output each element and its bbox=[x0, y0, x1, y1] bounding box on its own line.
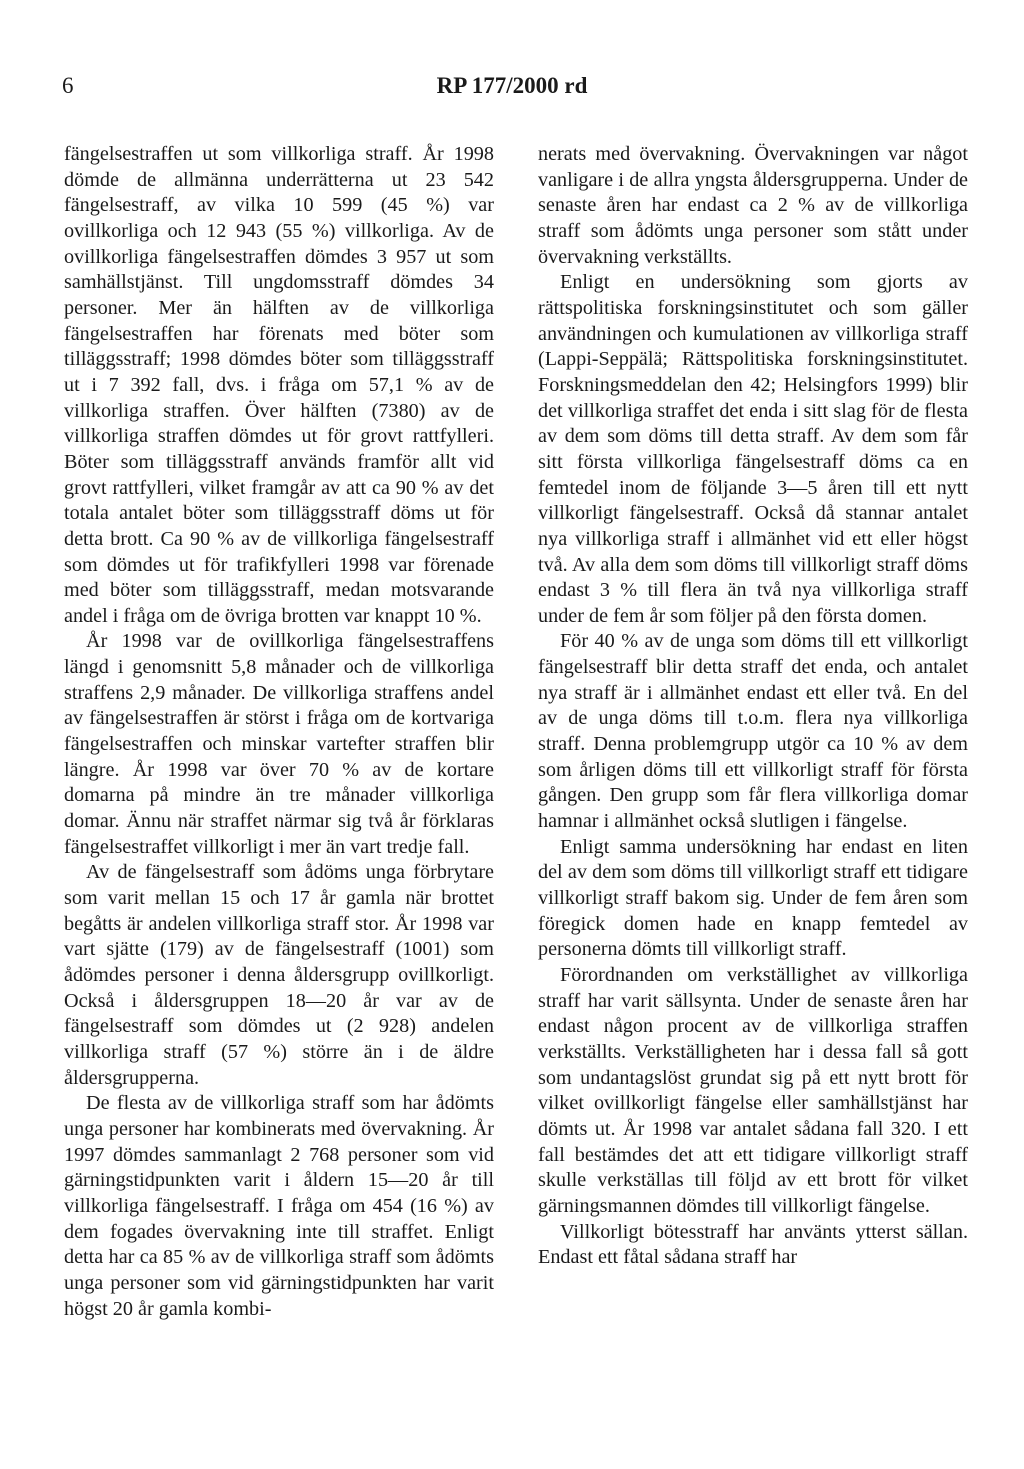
paragraph: År 1998 var de ovillkorliga fängelsestraffens längd i genomsnitt 5,8 månader och de villkorliga straffens 2,9 månader. De villkorliga straffens andel av fängelsestraffen är störst i fråga om de kortvariga fängelsestraffen och minskar vartefter straffen blir längre. År 1998 var över 70 % av de kortare domarna på mindre än tre månader villkorliga domar. Ännu när straffet närmar sig två år förklaras fängelsestraffet villkorligt i mer än vart tredje fall. bbox=[64, 630, 494, 858]
paragraph: fängelsestraffen ut som villkorliga straff. År 1998 dömde de allmänna underrätterna ut 23 542 fängelsestraff, av vilka 10 599 (45 %) var ovillkorliga och 12 943 (55 %) villkorliga. Av de ovillkorliga fängelsestraffen dömdes 3 957 ut som samhällstjänst. Till ungdomsstraff dömdes 34 personer. Mer än hälften av de villkorliga fängelsestraffen har förenats med böter som tilläggsstraff; 1998 dömdes böter som tilläggsstraff ut i 7 392 fall, dvs. i fråga om 57,1 % av de villkorliga straffen. Över hälften (7380) av de villkorliga straffen dömdes ut för grovt rattfylleri. Böter som tilläggsstraff används framför allt vid grovt rattfylleri, vilket framgår av att ca 90 % av det totala antalet böter som tilläggsstraff döms ut för detta brott. Ca 90 % av de villkorliga fängelsestraff som dömdes ut för trafikfylleri 1998 var förenade med böter som tilläggsstraff, medan motsvarande andel i fråga om de övriga brotten var knappt 10 %. bbox=[64, 143, 494, 627]
paragraph: Enligt samma undersökning har endast en liten del av dem som döms till villkorligt straff ett tidigare villkorligt straff bakom sig. Under de fem åren som föregick domen hade en knapp femtedel av personerna dömts till villkorligt straff. bbox=[538, 835, 968, 961]
left-column bbox=[64, 142, 494, 1322]
paragraph: Enligt en undersökning som gjorts av rättspolitiska forskningsinstitutet och som gäller användningen och kumulationen av villkorliga straff (Lappi-Seppälä; Rättspolitiska forskningsinstitutet. Forskningsmeddelan den 42; Helsingfors 1999) blir det villkorliga straffet det enda i sitt slag för de flesta av dem som döms till detta straff. Av dem som får sitt första villkorliga fängelsestraff döms ca en femtedel inom de följande 3—5 åren till ett nytt villkorligt fängelsestraff. Också då stannar antalet nya villkorliga straff i allmänhet vid ett eller högst två. Av alla dem som döms till villkorligt straff döms endast 3 % till flera än två nya villkorliga straff under de fem år som följer på den första domen. bbox=[538, 271, 968, 627]
page-number: 6 bbox=[62, 73, 74, 98]
paragraph: De flesta av de villkorliga straff som har ådömts unga personer har kombinerats med övervakning. År 1997 dömdes sammanlagt 2 768 personer som vid gärningstidpunkten varit i åldern 15—20 år till villkorliga fängelsestraff. I fråga om 454 (16 %) av dem fogades övervakning inte till straffet. Enligt detta har ca 85 % av de villkorliga straff som ådömts unga personer som vid gärningstidpunkten har varit högst 20 år gamla kombi- bbox=[64, 1092, 494, 1320]
paragraph: Villkorligt bötesstraff har använts ytterst sällan. Endast ett fåtal sådana straff har bbox=[538, 1220, 968, 1269]
right-column bbox=[538, 142, 968, 1271]
paragraph: Förordnanden om verkställighet av villkorliga straff har varit sällsynta. Under de senaste åren har endast någon procent av de villkorliga straffen verkställts. Verkställigheten har i dessa fall så gott som undantagslöst grundat sig på ett nytt brott för vilket ovillkorligt fängelse eller samhällstjänst har dömts ut. År 1998 var antalet sådana fall 320. I ett fall bestämdes det att ett tidigare villkorligt straff skulle verkställas till följd av ett brott för vilket gärningsmannen dömdes till villkorligt fängelse. bbox=[538, 964, 968, 1217]
paragraph: För 40 % av de unga som döms till ett villkorligt fängelsestraff blir detta straff det enda, och antalet nya straff är i allmänhet endast ett eller två. En del av de unga döms till t.o.m. flera nya villkorliga straff. Denna problemgrupp utgör ca 10 % av dem som årligen döms till ett villkorligt straff för första gången. Den grupp som får flera villkorliga domar hamnar i allmänhet också slutligen i fängelse. bbox=[538, 630, 968, 833]
paragraph: nerats med övervakning. Övervakningen var något vanligare i de allra yngsta åldersgrupperna. Under de senaste åren har endast ca 2 % av de villkorliga straff som ådömts unga personer som stått under övervakning verkställts. bbox=[538, 143, 968, 268]
running-title: RP 177/2000 rd bbox=[436, 73, 588, 98]
paragraph: Av de fängelsestraff som ådöms unga förbrytare som varit mellan 15 och 17 år gamla när brottet begåtts är andelen villkorliga straff stor. År 1998 var vart sjätte (179) av de fängelsestraff (1001) som ådömdes personer i denna åldersgrupp ovillkorligt. Också i åldersgruppen 18—20 år var av de fängelsestraff som dömdes ut (2 928) andelen villkorliga straff (57 %) större än i de äldre åldersgrupperna. bbox=[64, 861, 494, 1089]
